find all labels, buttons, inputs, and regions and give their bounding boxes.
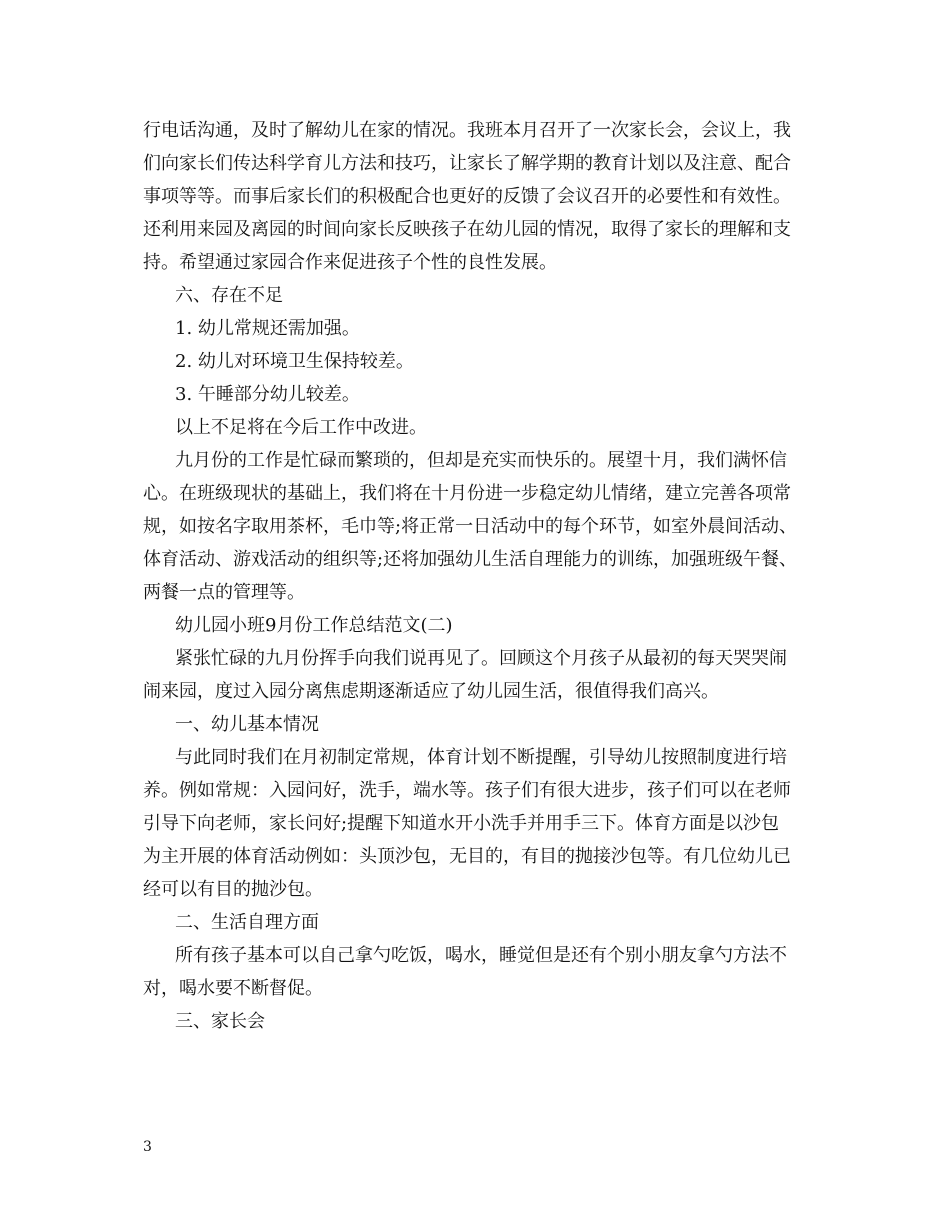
text-line: 还利用来园及离园的时间向家长反映孩子在幼儿园的情况，取得了家长的理解和支 <box>143 219 791 240</box>
text-line: 三、家长会 <box>175 1011 265 1032</box>
text-line: 们向家长们传达科学育儿方法和技巧，让家长了解学期的教育计划以及注意、配合 <box>143 153 791 174</box>
text-line: 六、存在不足 <box>175 285 283 306</box>
text-line: 幼儿园小班9月份工作总结范文(二) <box>175 615 453 636</box>
text-line: 事项等等。而事后家长们的积极配合也更好的反馈了会议召开的必要性和有效性。 <box>143 186 791 207</box>
text-line: 对，喝水要不断督促。 <box>143 978 323 999</box>
text-line: 二、生活自理方面 <box>175 912 319 933</box>
text-line: 养。例如常规：入园问好，洗手，端水等。孩子们有很大进步，孩子们可以在老师 <box>143 780 791 801</box>
text-line: 行电话沟通，及时了解幼儿在家的情况。我班本月召开了一次家长会，会议上，我 <box>143 120 791 141</box>
document-body <box>143 114 829 1038</box>
text-line: 所有孩子基本可以自己拿勺吃饭，喝水，睡觉但是还有个别小朋友拿勺方法不 <box>175 945 787 966</box>
text-line: 体育活动、游戏活动的组织等;还将加强幼儿生活自理能力的训练，加强班级午餐、 <box>143 549 798 570</box>
text-line: 3. 午睡部分幼儿较差。 <box>175 384 360 405</box>
text-line: 一、幼儿基本情况 <box>175 714 319 735</box>
text-line: 闹来园，度过入园分离焦虑期逐渐适应了幼儿园生活，很值得我们高兴。 <box>143 681 719 702</box>
page-number: 3 <box>143 1139 152 1155</box>
text-line: 以上不足将在今后工作中改进。 <box>175 417 427 438</box>
text-line: 紧张忙碌的九月份挥手向我们说再见了。回顾这个月孩子从最初的每天哭哭闹 <box>175 648 787 669</box>
text-line: 为主开展的体育活动例如：头顶沙包，无目的，有目的抛接沙包等。有几位幼儿已 <box>143 846 791 867</box>
text-line: 两餐一点的管理等。 <box>143 582 305 603</box>
text-line: 心。在班级现状的基础上，我们将在十月份进一步稳定幼儿情绪，建立完善各项常 <box>143 483 791 504</box>
text-line: 规，如按名字取用茶杯，毛巾等;将正常一日活动中的每个环节，如室外晨间活动、 <box>143 516 798 537</box>
text-line: 九月份的工作是忙碌而繁琐的，但却是充实而快乐的。展望十月，我们满怀信 <box>175 450 787 471</box>
text-line: 与此同时我们在月初制定常规，体育计划不断提醒，引导幼儿按照制度进行培 <box>175 747 787 768</box>
text-line: 2. 幼儿对环境卫生保持较差。 <box>175 351 414 372</box>
text-line: 1. 幼儿常规还需加强。 <box>175 318 360 339</box>
text-line: 持。希望通过家园合作来促进孩子个性的良性发展。 <box>143 252 557 273</box>
text-line: 引导下向老师，家长问好;提醒下知道水开小洗手并用手三下。体育方面是以沙包 <box>143 813 780 834</box>
text-line: 经可以有目的抛沙包。 <box>143 879 323 900</box>
